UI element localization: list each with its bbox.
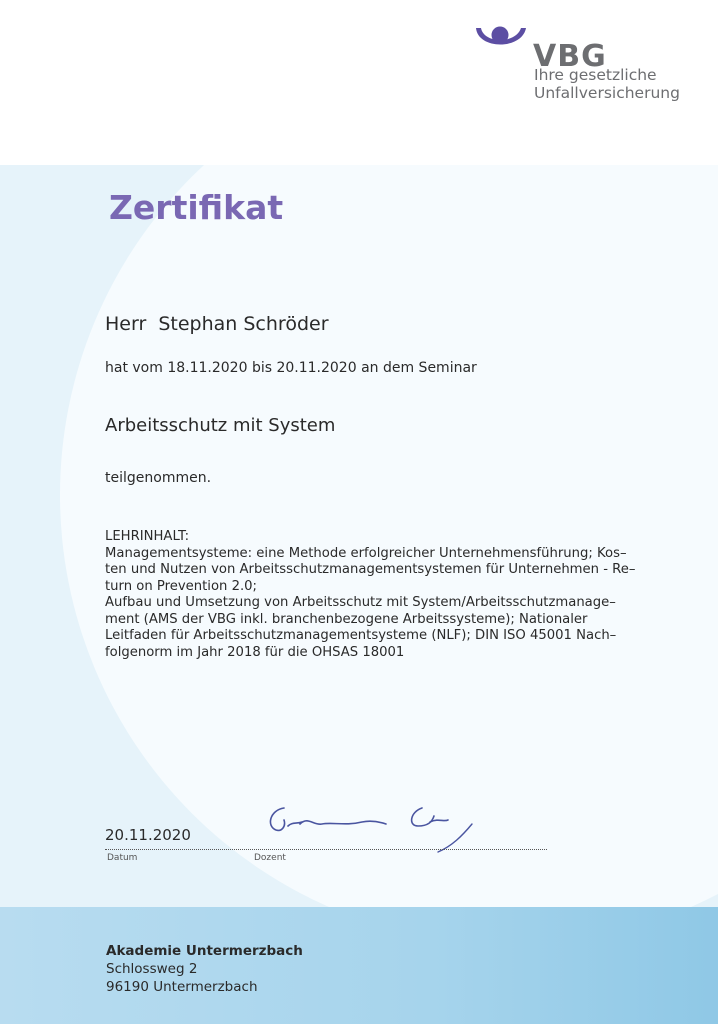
content-line: Aufbau und Umsetzung von Arbeitsschutz mit System/Arbeitsschutzmanage– [105, 595, 616, 610]
academy-street: Schlossweg 2 [106, 961, 198, 977]
signature-line [105, 849, 547, 850]
date-label: Datum [107, 853, 138, 863]
participated-text: teilgenommen. [105, 470, 212, 486]
content-line: folgenorm im Jahr 2018 für die OHSAS 18001 [105, 644, 405, 660]
logo-tagline [534, 66, 680, 102]
logo-name: VBG [533, 39, 607, 74]
signature-date: 20.11.2020 [105, 826, 191, 844]
course-content [105, 529, 636, 661]
academy-city: 96190 Untermerzbach [106, 979, 258, 995]
certificate-title: Zertifikat [109, 188, 284, 227]
content-line: turn on Prevention 2.0; [105, 578, 257, 594]
content-heading: LEHRINHALT: [105, 529, 190, 544]
content-line: ment (AMS der VBG inkl. branchenbezogene Arbeitssysteme); Nationaler [105, 611, 588, 627]
handwritten-signature [262, 796, 482, 856]
vbg-logo [474, 22, 684, 112]
academy-address [106, 942, 303, 996]
content-line: Leitfaden für Arbeitsschutzmanagementsysteme (NLF); DIN ISO 45001 Nach– [105, 628, 617, 643]
vbg-logo-mark-icon [474, 22, 530, 62]
recipient-name: Herr Stephan Schröder [105, 313, 329, 335]
lecturer-label: Dozent [254, 853, 286, 863]
academy-name: Akademie Untermerzbach [106, 943, 303, 959]
content-line: ten und Nutzen von Arbeitsschutzmanagementsystemen für Unternehmen - Re– [105, 562, 636, 577]
content-line: Managementsysteme: eine Methode erfolgreicher Unternehmensführung; Kos– [105, 545, 627, 561]
seminar-title: Arbeitsschutz mit System [105, 415, 336, 436]
attendance-text: hat vom 18.11.2020 bis 20.11.2020 an dem Seminar [105, 360, 477, 376]
logo-tagline-line2: Unfallversicherung [534, 84, 680, 102]
logo-tagline-line1: Ihre gesetzliche [534, 66, 657, 84]
